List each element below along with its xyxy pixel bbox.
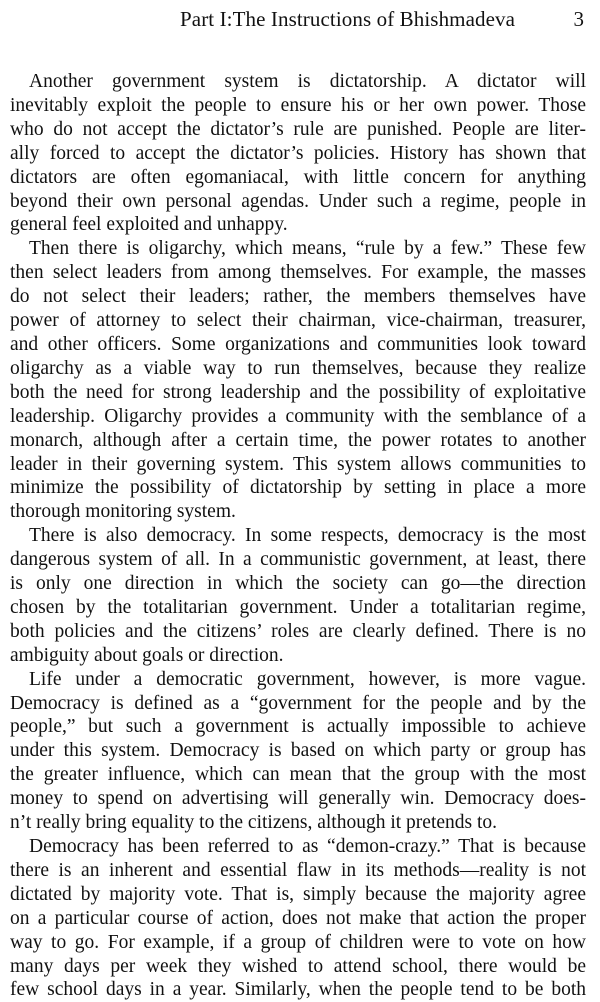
text-line: then select leaders from among themselves. For example, the masses	[10, 262, 586, 284]
text-line: do not select their leaders; rather, the members themselves have	[10, 286, 586, 308]
text-line: chosen by the totalitarian government. Under a totalitarian regime,	[10, 596, 586, 618]
text-line: beyond their own personal agendas. Under such a regime, people in	[10, 190, 586, 212]
text-line: few school days in a year. Similarly, when the people tend to be both	[10, 979, 586, 1001]
text-line: ambiguity about goals or direction.	[10, 644, 284, 666]
text-line: leader in their governing system. This system allows communities to	[10, 453, 586, 475]
text-line: the greater influence, which can mean that the group with the most	[10, 764, 586, 786]
text-line: leadership. Oligarchy provides a community with the semblance of a	[10, 405, 586, 427]
text-line: under this system. Democracy is based on which party or group has	[10, 740, 586, 762]
text-line: dictated by majority vote. That is, simply because the majority agree	[10, 883, 586, 905]
text-line: many days per week they wished to attend school, there would be	[10, 955, 586, 977]
page-number: 3	[573, 7, 584, 31]
text-line: dangerous system of all. In a communistic government, at least, there	[10, 549, 586, 571]
paragraph-first-line: Another government system is dictatorship. A dictator will	[29, 71, 586, 92]
text-line: who do not accept the dictator’s rule are punished. People are liter-	[10, 118, 586, 140]
body-text	[10, 70, 586, 1002]
text-line: people,” but such a government is actually impossible to achieve	[10, 716, 586, 738]
paragraph-first-line: Life under a democratic government, however, is more vague.	[29, 668, 586, 690]
text-line: inevitably exploit the people to ensure his or her own power. Those	[10, 94, 586, 116]
running-title: Part I:The Instructions of Bhishmadeva	[180, 7, 516, 31]
paragraph-first-line: Then there is oligarchy, which means, “rule by a few.” These few	[29, 238, 586, 260]
text-line: thorough monitoring system.	[10, 501, 236, 523]
text-line: on a particular course of action, does not make that action the proper	[10, 907, 586, 929]
text-line: both policies and the citizens’ roles are clearly defined. There is no	[10, 620, 586, 642]
text-line: is only one direction in which the society can go—the direction	[10, 573, 586, 595]
text-line: power of attorney to select their chairman, vice-chairman, treasurer,	[10, 310, 586, 332]
text-line: minimize the possibility of dictatorship by setting in place a more	[10, 477, 586, 499]
text-line: there is an inherent and essential flaw in its methods—reality is not	[10, 859, 586, 881]
text-line: and other officers. Some organizations and communities look toward	[10, 333, 586, 355]
paragraph-first-line: Democracy has been referred to as “demon-crazy.” That is because	[29, 836, 586, 857]
running-head	[180, 4, 584, 34]
text-line: ally forced to accept the dictator’s policies. History has shown that	[10, 142, 586, 164]
text-line: Democracy is defined as a “government for the people and by the	[10, 692, 586, 714]
text-line: monarch, although after a certain time, the power rotates to another	[10, 429, 586, 451]
text-line: money to spend on advertising will generally win. Democracy does-	[10, 788, 586, 810]
text-line: n’t really bring equality to the citizens, although it pretends to.	[10, 812, 498, 834]
text-line: both the need for strong leadership and the possibility of exploitative	[10, 381, 586, 403]
text-line: oligarchy as a viable way to run themselves, because they realize	[10, 357, 586, 379]
text-line: way to go. For example, if a group of children were to vote on how	[10, 931, 586, 953]
text-line: general feel exploited and unhappy.	[10, 214, 288, 236]
paragraph-first-line: There is also democracy. In some respects, democracy is the most	[29, 525, 586, 547]
text-line: dictators are often egomaniacal, with little concern for anything	[10, 166, 586, 188]
